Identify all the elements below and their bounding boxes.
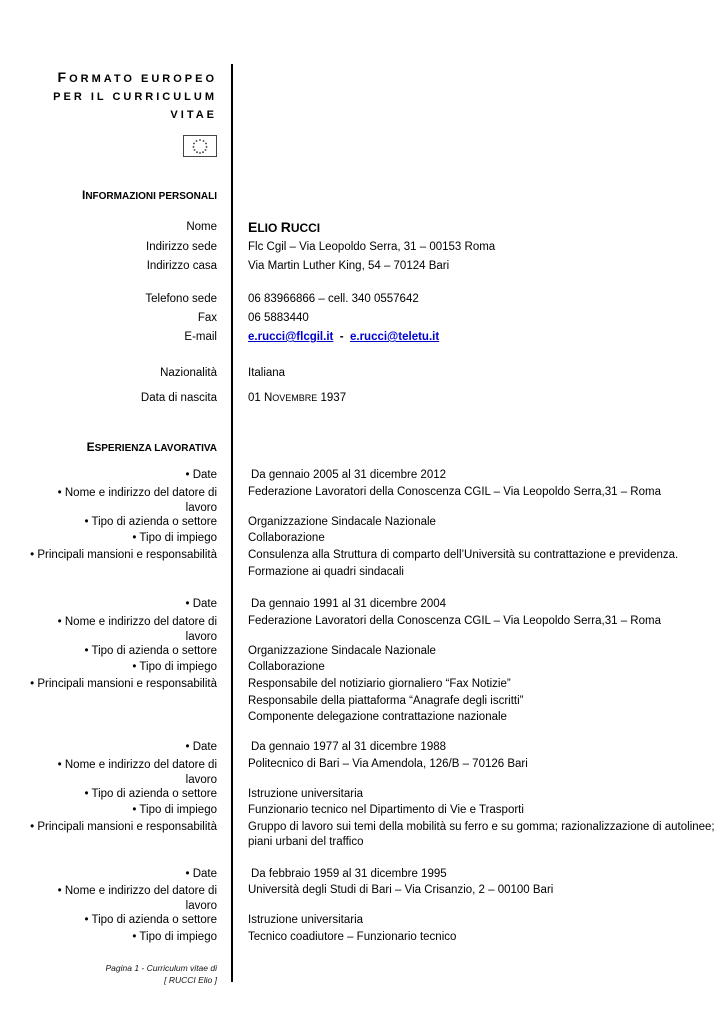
fax-value: 06 5883440 [248,312,309,324]
email-label: E-mail [184,331,217,343]
entry-4-date: Da febbraio 1959 al 31 dicembre 1995 [251,868,447,880]
entry-2-employer-label: • Nome e indirizzo del datore di lavoro [57,616,217,643]
entry-1-date: Da gennaio 2005 al 31 dicembre 2012 [251,469,447,481]
entry-2-employer: Federazione Lavoratori della Conoscenza CGIL – Via Leopoldo Serra,31 – Roma [248,615,661,627]
entry-2-duties-line-3: Componente delegazione contrattazione nazionale [248,711,507,723]
entry-1-jobtype: Collaborazione [248,532,325,544]
phone-value: 06 83966866 – cell. 340 0557642 [248,293,419,305]
name-label: Nome [186,221,217,233]
work-address-label: Indirizzo sede [146,241,217,253]
birth-date-value: 01 NOVEMBRE 1937 [248,392,347,404]
person-name: ELIO RUCCI [248,219,321,235]
birth-date-label: Data di nascita [140,392,217,404]
entry-4-employer: Università degli Studi di Bari – Via Crisanzio, 2 – 00100 Bari [248,884,554,896]
email-separator: - [339,331,344,343]
entry-1-sector: Organizzazione Sindacale Nazionale [248,516,436,528]
footer-line-2: [ RUCCI Elio ] [164,975,217,985]
nationality-label: Nazionalità [160,367,217,379]
entry-3-duties-label: • Principali mansioni e responsabilità [30,821,217,833]
entry-2-sector-label: • Tipo di azienda o settore [84,645,217,657]
entry-4-jobtype-label: • Tipo di impiego [132,931,217,943]
nationality-value: Italiana [248,367,286,379]
section-work-experience: ESPERIENZA LAVORATIVA [86,440,217,454]
section-personal-info: INFORMAZIONI PERSONALI [81,188,217,202]
home-address: Via Martin Luther King, 54 – 70124 Bari [248,260,450,272]
work-address: Flc Cgil – Via Leopoldo Serra, 31 – 00153 Roma [248,241,496,253]
email-values [248,331,439,343]
entry-2-duties-label: • Principali mansioni e responsabilità [30,678,217,690]
entry-2-date: Da gennaio 1991 al 31 dicembre 2004 [251,598,447,610]
entry-2-jobtype-label: • Tipo di impiego [132,661,217,673]
phone-label: Telefono sede [145,293,217,305]
vertical-divider [231,64,233,982]
footer-line-1: Pagina 1 - Curriculum vitae di [105,963,217,973]
entry-3-jobtype: Funzionario tecnico nel Dipartimento di Vie e Trasporti [248,804,524,816]
entry-4-date-label: • Date [185,868,217,880]
entry-3-duties-line-2: piani urbani del traffico [248,836,364,848]
entry-1-duties-line-2: Formazione ai quadri sindacali [248,566,404,578]
entry-1-duties-label: • Principali mansioni e responsabilità [30,549,217,561]
entry-1-sector-label: • Tipo di azienda o settore [84,516,217,528]
entry-3-employer-label: • Nome e indirizzo del datore di lavoro [57,759,217,786]
email-link-primary[interactable]: e.rucci@flcgil.it [248,331,334,343]
entry-4-sector: Istruzione universitaria [248,914,364,926]
email-link-secondary[interactable]: e.rucci@teletu.it [349,331,440,343]
entry-2-duties-line-1: Responsabile del notiziario giornaliero “Fax Notizie” [248,678,511,690]
entry-2-date-label: • Date [185,598,217,610]
entry-4-sector-label: • Tipo di azienda o settore [84,914,217,926]
entry-1-employer-label: • Nome e indirizzo del datore di lavoro [57,487,217,514]
page-footer [106,962,218,986]
entry-1-duties-line-1: Consulenza alla Struttura di comparto dell’Università su contrattazione e previdenza. [248,549,679,561]
entry-3-date-label: • Date [185,741,217,753]
eu-flag-icon [183,135,217,157]
entry-4-jobtype: Tecnico coadiutore – Funzionario tecnico [248,931,457,943]
entry-1-jobtype-label: • Tipo di impiego [132,532,217,544]
entry-3-date: Da gennaio 1977 al 31 dicembre 1988 [251,741,447,753]
entry-4-employer-label: • Nome e indirizzo del datore di lavoro [57,885,217,912]
entry-1-date-label: • Date [185,469,217,481]
fax-label: Fax [197,312,217,324]
entry-3-sector-label: • Tipo di azienda o settore [84,788,217,800]
document-title: FORMATO EUROPEO PER IL CURRICULUM VITAE [53,69,217,121]
home-address-label: Indirizzo casa [146,260,217,272]
entry-2-jobtype: Collaborazione [248,661,325,673]
entry-1-employer: Federazione Lavoratori della Conoscenza CGIL – Via Leopoldo Serra,31 – Roma [248,486,661,498]
entry-3-duties-line-1: Gruppo di lavoro sui temi della mobilità su ferro e su gomma; razionalizzazione di autolinee; [248,821,715,833]
entry-3-sector: Istruzione universitaria [248,788,364,800]
entry-2-sector: Organizzazione Sindacale Nazionale [248,645,436,657]
entry-3-employer: Politecnico di Bari – Via Amendola, 126/B – 70126 Bari [248,758,528,770]
entry-2-duties-line-2: Responsabile della piattaforma “Anagrafe degli iscritti” [248,695,524,707]
entry-3-jobtype-label: • Tipo di impiego [132,804,217,816]
